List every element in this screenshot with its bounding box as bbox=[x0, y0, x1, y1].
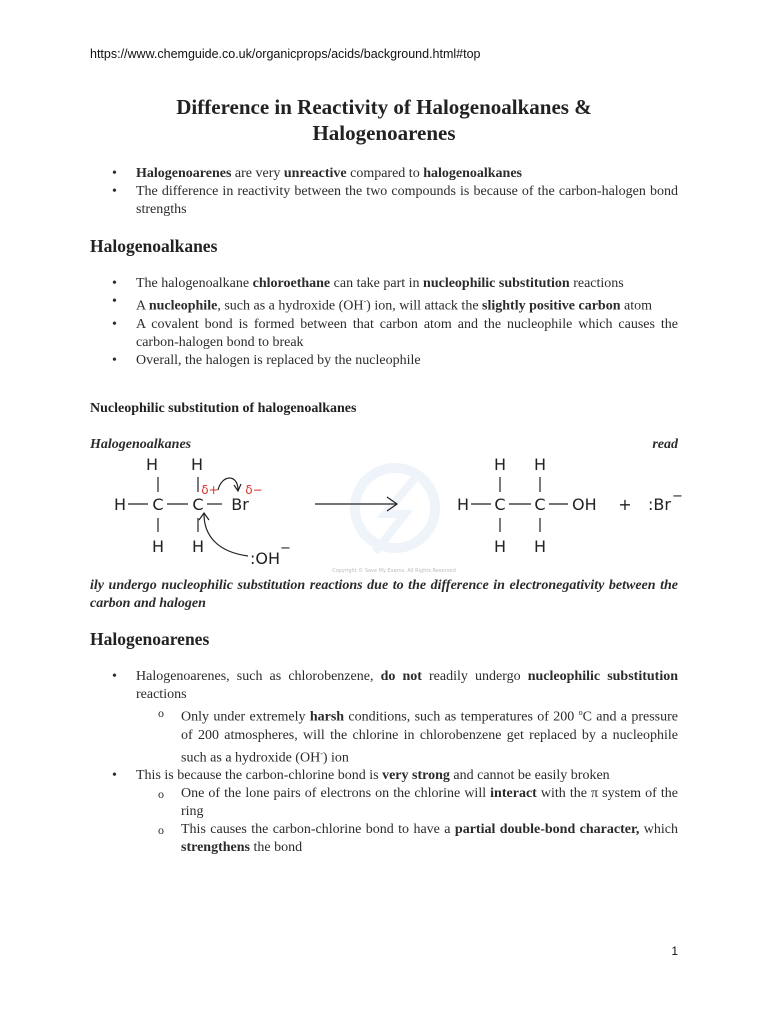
intro-bullet-1 bbox=[90, 165, 678, 183]
text-bold: very strong bbox=[382, 768, 450, 784]
plus-sign: + bbox=[618, 495, 632, 514]
page-title-line-2: Halogenoarenes bbox=[312, 121, 456, 145]
atom-h: H bbox=[190, 455, 204, 474]
text: One of the lone pairs of electrons on the chlorine will bbox=[181, 786, 491, 802]
arenes-sublist-1 bbox=[136, 704, 678, 767]
alkanes-bullet-3: • A covalent bond is formed between that carbon atom and the nucleophile which causes the carbon-halogen bond to break bbox=[90, 316, 678, 352]
arenes-bullet-1 bbox=[90, 668, 678, 767]
atom-h: H bbox=[113, 495, 127, 514]
text: which bbox=[639, 822, 679, 838]
text-bold: harsh bbox=[309, 709, 345, 725]
watermark-copyright: Copyright © Save My Exams. All Rights Reserved bbox=[332, 568, 456, 574]
section-heading-halogenoalkanes: Halogenoalkanes bbox=[90, 236, 218, 256]
atom-h: H bbox=[493, 537, 507, 556]
arenes-sublist-2 bbox=[136, 785, 678, 857]
caption-left: Halogenoalkanes bbox=[90, 437, 192, 452]
alkanes-bullet-1 bbox=[90, 275, 678, 293]
text: readily undergo bbox=[421, 669, 528, 684]
superscript: - bbox=[320, 748, 323, 758]
text-bold: do not bbox=[380, 669, 422, 684]
text-bold: partial double-bond character, bbox=[454, 822, 640, 838]
text: the bond bbox=[249, 840, 303, 856]
text-bold: slightly positive carbon bbox=[482, 298, 621, 314]
section-heading-halogenoarenes: Halogenoarenes bbox=[90, 629, 210, 649]
arenes-subbullet bbox=[136, 821, 678, 857]
atom-c: C bbox=[152, 495, 164, 514]
arenes-bullet-2 bbox=[90, 767, 678, 857]
atom-h: H bbox=[456, 495, 470, 514]
text: can take part in bbox=[330, 276, 424, 291]
bromide-ion: :Br bbox=[648, 495, 671, 514]
text-bold: chloroethane bbox=[252, 276, 331, 291]
caption-right: read bbox=[652, 437, 678, 452]
alkanes-bullet-2 bbox=[90, 293, 678, 316]
subheading-nucleophilic-substitution: Nucleophilic substitution of halogenoalkanes bbox=[90, 401, 357, 416]
text: with the π system of the ring bbox=[181, 786, 678, 820]
text: C and a pressure of 200 atmospheres, will the chlorine in chlorobenzene get replaced by a nucleophile such as a hydroxide (OH bbox=[181, 709, 678, 766]
text: , such as a hydroxide (OH bbox=[217, 298, 364, 314]
text: atom bbox=[620, 298, 652, 314]
watermark-logo bbox=[355, 468, 435, 552]
source-url: https://www.chemguide.co.uk/organicprops/acids/background.html#top bbox=[90, 47, 481, 61]
text: This causes the carbon-chlorine bond to have a bbox=[181, 822, 455, 838]
text-bold: strengthens bbox=[181, 840, 250, 856]
delta-plus-label: δ+ bbox=[201, 483, 219, 497]
arenes-subbullet bbox=[136, 704, 678, 767]
charge-minus: − bbox=[280, 541, 291, 556]
intro-bullet-2: • The difference in reactivity between the two compounds is because of the carbon-halogen bond strengths bbox=[90, 183, 678, 219]
atom-h: H bbox=[533, 537, 547, 556]
atom-h: H bbox=[191, 537, 205, 556]
bond-break-curly-arrow bbox=[218, 478, 238, 490]
text-bold: Halogenoarenes bbox=[136, 166, 232, 181]
text: compared to bbox=[346, 166, 424, 181]
page-title bbox=[90, 94, 678, 146]
text: Halogenoarenes, such as chlorobenzene, bbox=[136, 669, 381, 684]
atom-h: H bbox=[493, 455, 507, 474]
text-bold: nucleophilic substitution bbox=[527, 669, 678, 684]
text: reactions bbox=[569, 276, 624, 291]
page-title-line-1: Difference in Reactivity of Halogenoalkanes & bbox=[176, 95, 592, 119]
text: and cannot be easily broken bbox=[449, 768, 610, 784]
text-bold: nucleophile bbox=[148, 298, 218, 314]
text-bold: halogenoalkanes bbox=[423, 166, 523, 181]
intro-list bbox=[90, 165, 678, 219]
text: ) ion bbox=[322, 750, 349, 766]
halogenoarenes-list bbox=[90, 668, 678, 857]
text-bold: unreactive bbox=[283, 166, 347, 181]
hydroxyl-group: OH bbox=[572, 495, 597, 514]
superscript: - bbox=[363, 297, 367, 306]
atom-h: H bbox=[151, 537, 165, 556]
hydroxide-nucleophile: :OH bbox=[250, 549, 281, 568]
atom-c: C bbox=[192, 495, 204, 514]
reaction-diagram bbox=[100, 452, 690, 580]
atom-c: C bbox=[534, 495, 546, 514]
text: This is because the carbon-chlorine bond is bbox=[136, 768, 383, 784]
nucleophile-attack-arrow bbox=[204, 514, 248, 556]
charge-minus: − bbox=[672, 489, 683, 504]
text: conditions, such as temperatures of 200 bbox=[344, 709, 579, 725]
text: The halogenoalkane bbox=[136, 276, 253, 291]
atom-c: C bbox=[494, 495, 506, 514]
text-bold: interact bbox=[490, 786, 537, 802]
arenes-subbullet bbox=[136, 785, 678, 821]
atom-h: H bbox=[533, 455, 547, 474]
atom-br: Br bbox=[231, 495, 249, 514]
superscript: o bbox=[578, 708, 583, 717]
delta-minus-label: δ− bbox=[245, 483, 263, 497]
text: ) ion, will attack the bbox=[366, 298, 483, 314]
alkanes-bullet-4: • Overall, the halogen is replaced by the nucleophile bbox=[90, 352, 678, 370]
text: are very bbox=[231, 166, 284, 181]
halogenoalkanes-list bbox=[90, 275, 678, 370]
atom-h: H bbox=[145, 455, 159, 474]
text: Only under extremely bbox=[181, 709, 310, 725]
text: reactions bbox=[136, 687, 187, 702]
text-bold: nucleophilic substitution bbox=[423, 276, 570, 291]
page-number: 1 bbox=[671, 944, 678, 958]
text: A bbox=[136, 298, 149, 314]
figure-caption-bottom: ily undergo nucleophilic substitution reactions due to the difference in electronegativity between the carbon and halogen bbox=[90, 578, 678, 611]
